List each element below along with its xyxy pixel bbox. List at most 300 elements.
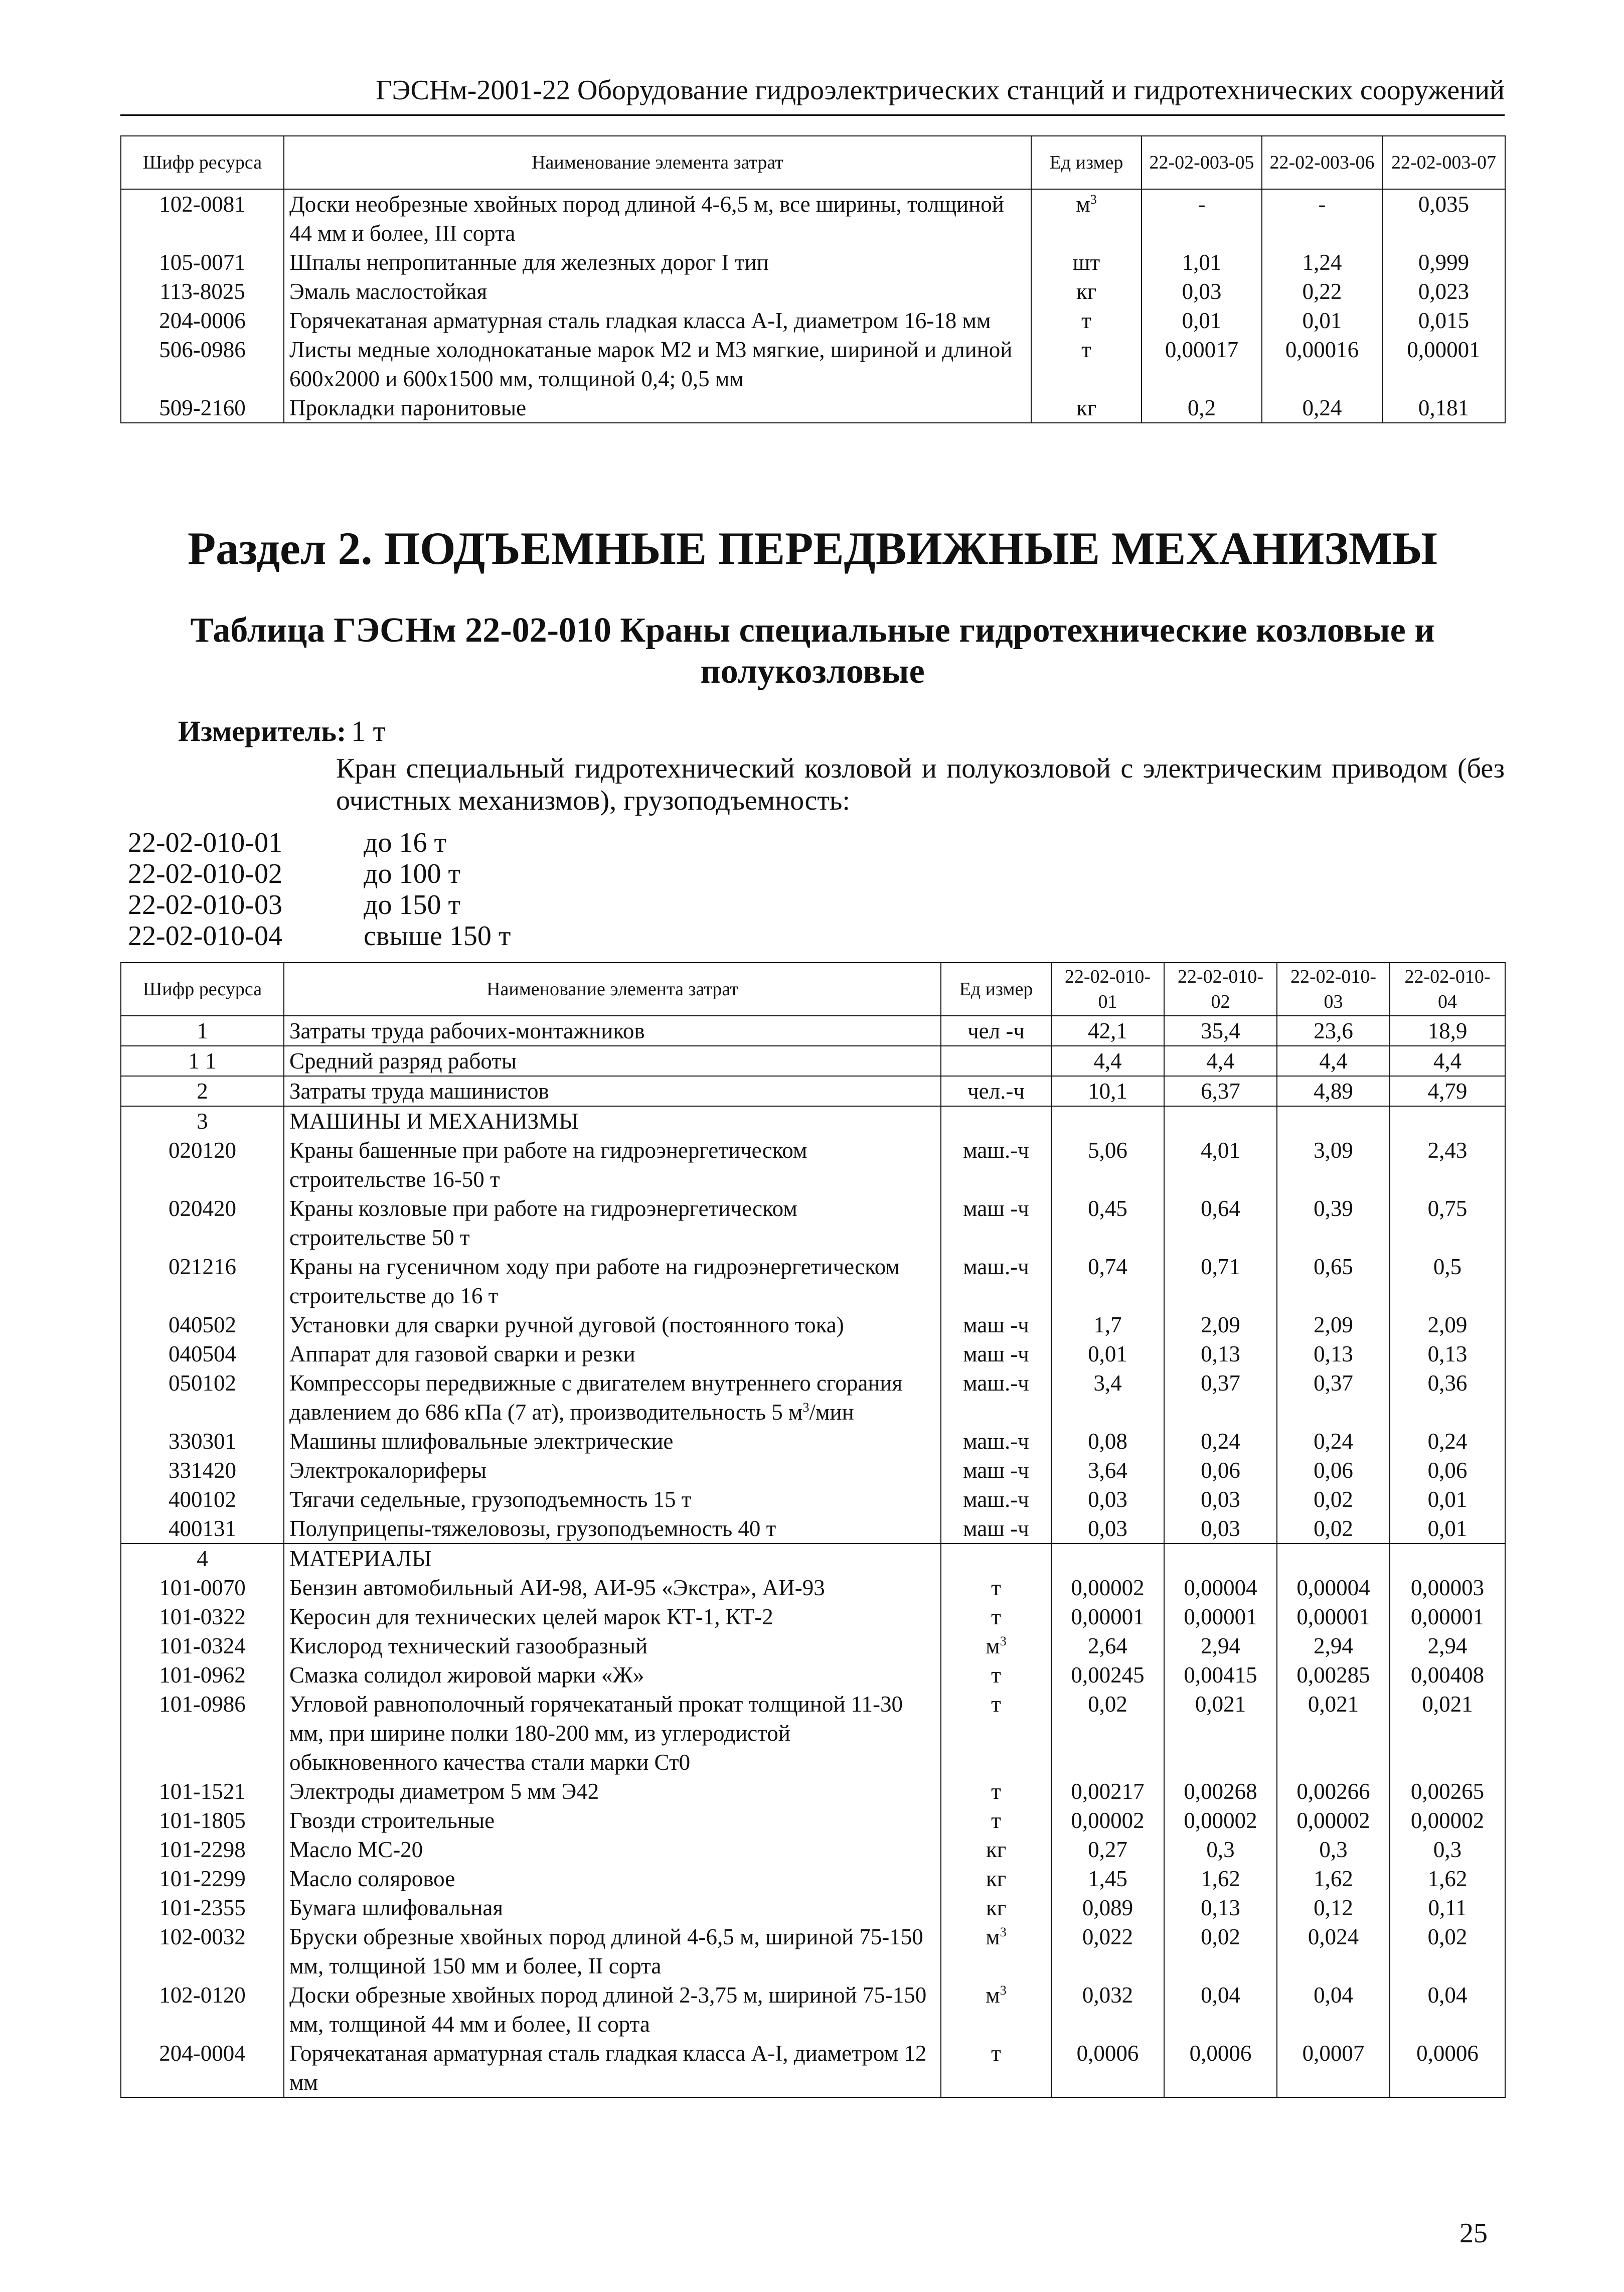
group-header-row bbox=[121, 1106, 1505, 1136]
table-row bbox=[121, 2039, 1505, 2097]
value-cell: 0,12 bbox=[1277, 1893, 1390, 1922]
value-cell: 10,1 bbox=[1051, 1076, 1164, 1106]
unit-cell: т bbox=[941, 1777, 1051, 1806]
value-cell: 0,00002 bbox=[1051, 1806, 1164, 1835]
unit-cell: чел -ч bbox=[941, 1016, 1051, 1046]
value-cell bbox=[1051, 1544, 1164, 1573]
value-cell: 0,06 bbox=[1277, 1456, 1390, 1485]
value-cell bbox=[1390, 1106, 1505, 1136]
unit-cell: кг bbox=[941, 1864, 1051, 1893]
variant-line bbox=[128, 858, 460, 890]
table-row bbox=[121, 393, 1505, 423]
header-rule bbox=[120, 114, 1505, 116]
value-cell: 1,62 bbox=[1164, 1864, 1277, 1893]
resource-name-cell: Тягачи седельные, грузоподъемность 15 т bbox=[284, 1485, 941, 1514]
value-cell: 0,01 bbox=[1390, 1485, 1505, 1514]
table-row bbox=[121, 1573, 1505, 1602]
value-cell: 0,00217 bbox=[1051, 1777, 1164, 1806]
resource-code-cell: 102-0032 bbox=[121, 1922, 284, 1980]
table-description: Кран специальный гидротехнический козловой и полукозловой с электрическим приводом (без очистных механизмов), грузоподъемность: bbox=[336, 753, 1505, 816]
resource-name-cell: Горячекатаная арматурная сталь гладкая класса А-I, диаметром 16-18 мм bbox=[284, 306, 1031, 335]
value-cell: 0,00266 bbox=[1277, 1777, 1390, 1806]
unit-cell: т bbox=[941, 1806, 1051, 1835]
value-cell: 0,00016 bbox=[1262, 335, 1382, 393]
value-cell: 0,089 bbox=[1051, 1893, 1164, 1922]
value-cell: 0,00017 bbox=[1142, 335, 1262, 393]
table-row bbox=[121, 1136, 1505, 1194]
value-cell: 0,71 bbox=[1164, 1252, 1277, 1310]
table-row bbox=[121, 1514, 1505, 1544]
unit-cell bbox=[941, 1631, 1051, 1660]
resource-name-cell: Керосин для технических целей марок КТ-1, КТ-2 bbox=[284, 1602, 941, 1631]
resource-table-22-02-003 bbox=[120, 135, 1506, 423]
unit-exponent: 3 bbox=[1000, 1983, 1007, 1998]
unit-cell: кг bbox=[941, 1893, 1051, 1922]
value-cell: 0,021 bbox=[1277, 1690, 1390, 1777]
resource-code-cell: 050102 bbox=[121, 1368, 284, 1427]
meter-label: Измеритель: bbox=[178, 715, 347, 747]
resource-code-cell: 101-0962 bbox=[121, 1660, 284, 1690]
value-cell: 0,00268 bbox=[1164, 1777, 1277, 1806]
value-cell: 0,02 bbox=[1277, 1485, 1390, 1514]
resource-code-cell: 4 bbox=[121, 1544, 284, 1573]
unit-cell bbox=[941, 1922, 1051, 1980]
table-row bbox=[121, 335, 1505, 393]
unit-cell: т bbox=[941, 1690, 1051, 1777]
resource-name-cell: Шпалы непропитанные для железных дорог I тип bbox=[284, 248, 1031, 277]
value-cell: 0,3 bbox=[1277, 1835, 1390, 1864]
value-cell: 0,021 bbox=[1164, 1690, 1277, 1777]
resource-name-cell: Аппарат для газовой сварки и резки bbox=[284, 1339, 941, 1368]
value-cell: 0,00408 bbox=[1390, 1660, 1505, 1690]
unit-exponent: 3 bbox=[802, 1400, 809, 1415]
unit-cell bbox=[1031, 335, 1142, 393]
value-cell: 0,999 bbox=[1382, 248, 1505, 277]
resource-name-cell: Гвозди строительные bbox=[284, 1806, 941, 1835]
resource-code-cell: 020120 bbox=[121, 1136, 284, 1194]
resource-code-cell: 101-0324 bbox=[121, 1631, 284, 1660]
value-cell: 0,00245 bbox=[1051, 1660, 1164, 1690]
resource-code-cell: 040504 bbox=[121, 1339, 284, 1368]
value-cell: 0,08 bbox=[1051, 1427, 1164, 1456]
value-cell: 0,04 bbox=[1164, 1980, 1277, 2039]
value-cell: 0,015 bbox=[1382, 306, 1505, 335]
resource-name-cell: Бруски обрезные хвойных пород длиной 4-6,5 м, шириной 75-150 мм, толщиной 150 мм и более, II сорта bbox=[284, 1922, 941, 1980]
column-header-variant: 22-02-010-01 bbox=[1051, 963, 1164, 1016]
value-cell bbox=[1277, 1544, 1390, 1573]
table-row bbox=[121, 1368, 1505, 1427]
group-header-row bbox=[121, 1544, 1505, 1573]
resource-name-cell: Электрокалориферы bbox=[284, 1456, 941, 1485]
value-cell: 0,02 bbox=[1164, 1922, 1277, 1980]
unit-cell bbox=[1031, 393, 1142, 423]
resource-code-cell: 204-0006 bbox=[121, 306, 284, 335]
table-row bbox=[121, 1427, 1505, 1456]
unit-cell bbox=[1031, 189, 1142, 248]
table-row bbox=[121, 1076, 1505, 1106]
table-row bbox=[121, 1777, 1505, 1806]
value-cell: 4,4 bbox=[1277, 1046, 1390, 1076]
resource-code-cell: 101-1805 bbox=[121, 1806, 284, 1835]
table-row bbox=[121, 1194, 1505, 1252]
table-row bbox=[121, 1631, 1505, 1660]
resource-code-cell: 105-0071 bbox=[121, 248, 284, 277]
value-cell: 2,94 bbox=[1164, 1631, 1277, 1660]
unit-cell: маш -ч bbox=[941, 1194, 1051, 1252]
value-cell: 0,032 bbox=[1051, 1980, 1164, 2039]
value-cell: 0,00001 bbox=[1390, 1602, 1505, 1631]
value-cell: 4,4 bbox=[1051, 1046, 1164, 1076]
column-header-variant: 22-02-010-03 bbox=[1277, 963, 1390, 1016]
value-cell: 0,181 bbox=[1382, 393, 1505, 423]
unit-exponent: 3 bbox=[1090, 192, 1097, 207]
value-cell: 0,00415 bbox=[1164, 1660, 1277, 1690]
resource-name-cell: Затраты труда машинистов bbox=[284, 1076, 941, 1106]
unit-cell bbox=[1031, 306, 1142, 335]
unit-cell bbox=[941, 1544, 1051, 1573]
table-row bbox=[121, 189, 1505, 248]
resource-name-cell: Установки для сварки ручной дуговой (постоянного тока) bbox=[284, 1310, 941, 1339]
unit-cell: маш.-ч bbox=[941, 1427, 1051, 1456]
table-row bbox=[121, 1893, 1505, 1922]
variant-code: 22-02-010-03 bbox=[128, 889, 282, 921]
column-header-name: Наименование элемента затрат bbox=[284, 136, 1031, 189]
table-row bbox=[121, 1980, 1505, 2039]
resource-name-text: /мин bbox=[809, 1400, 854, 1425]
value-cell: 0,00002 bbox=[1164, 1806, 1277, 1835]
resource-name-cell: Машины шлифовальные электрические bbox=[284, 1427, 941, 1456]
value-cell: 0,03 bbox=[1051, 1485, 1164, 1514]
value-cell: 4,89 bbox=[1277, 1076, 1390, 1106]
value-cell: 42,1 bbox=[1051, 1016, 1164, 1046]
resource-name-cell: МАШИНЫ И МЕХАНИЗМЫ bbox=[284, 1106, 941, 1136]
value-cell: 0,65 bbox=[1277, 1252, 1390, 1310]
resource-code-cell: 204-0004 bbox=[121, 2039, 284, 2097]
resource-name-cell: МАТЕРИАЛЫ bbox=[284, 1544, 941, 1573]
variant-line bbox=[128, 889, 460, 921]
value-cell: 3,64 bbox=[1051, 1456, 1164, 1485]
value-cell: 1,24 bbox=[1262, 248, 1382, 277]
value-cell: 2,43 bbox=[1390, 1136, 1505, 1194]
unit-text: кг bbox=[1076, 395, 1097, 420]
value-cell: 0,01 bbox=[1262, 306, 1382, 335]
unit-cell bbox=[941, 1046, 1051, 1076]
unit-cell: маш -ч bbox=[941, 1514, 1051, 1544]
resource-name-cell: Бумага шлифовальная bbox=[284, 1893, 941, 1922]
table-row bbox=[121, 248, 1505, 277]
resource-table-22-02-010 bbox=[120, 962, 1506, 2098]
column-header-variant: 22-02-003-06 bbox=[1262, 136, 1382, 189]
unit-cell bbox=[941, 1106, 1051, 1136]
value-cell: 0,00265 bbox=[1390, 1777, 1505, 1806]
value-cell: 0,36 bbox=[1390, 1368, 1505, 1427]
resource-name-cell: Кислород технический газообразный bbox=[284, 1631, 941, 1660]
value-cell: 0,39 bbox=[1277, 1194, 1390, 1252]
resource-name-cell: Доски обрезные хвойных пород длиной 2-3,75 м, шириной 75-150 мм, толщиной 44 мм и более, II сорта bbox=[284, 1980, 941, 2039]
resource-code-cell: 509-2160 bbox=[121, 393, 284, 423]
value-cell: 0,13 bbox=[1277, 1339, 1390, 1368]
value-cell: 0,24 bbox=[1277, 1427, 1390, 1456]
value-cell: 0,01 bbox=[1051, 1339, 1164, 1368]
value-cell bbox=[1164, 1106, 1277, 1136]
value-cell: - bbox=[1142, 189, 1262, 248]
value-cell: 0,02 bbox=[1277, 1514, 1390, 1544]
column-header-variant: 22-02-010-02 bbox=[1164, 963, 1277, 1016]
unit-text: м bbox=[986, 1924, 1000, 1949]
value-cell: 23,6 bbox=[1277, 1016, 1390, 1046]
value-cell bbox=[1051, 1106, 1164, 1136]
value-cell: 0,00001 bbox=[1382, 335, 1505, 393]
unit-cell: т bbox=[941, 2039, 1051, 2097]
column-header-variant: 22-02-010-04 bbox=[1390, 963, 1505, 1016]
value-cell: 2,94 bbox=[1277, 1631, 1390, 1660]
resource-name-cell bbox=[284, 1368, 941, 1427]
resource-code-cell: 2 bbox=[121, 1076, 284, 1106]
value-cell: 0,04 bbox=[1277, 1980, 1390, 2039]
resource-code-cell: 400102 bbox=[121, 1485, 284, 1514]
resource-code-cell: 3 bbox=[121, 1106, 284, 1136]
resource-code-cell: 331420 bbox=[121, 1456, 284, 1485]
value-cell: 3,09 bbox=[1277, 1136, 1390, 1194]
variant-text: до 100 т bbox=[364, 858, 460, 889]
column-header-name: Наименование элемента затрат bbox=[284, 963, 941, 1016]
table-row bbox=[121, 1016, 1505, 1046]
resource-code-cell: 101-0986 bbox=[121, 1690, 284, 1777]
resource-name-cell: Краны козловые при работе на гидроэнергетическом строительстве 50 т bbox=[284, 1194, 941, 1252]
value-cell: 0,64 bbox=[1164, 1194, 1277, 1252]
value-cell: 0,00002 bbox=[1390, 1806, 1505, 1835]
value-cell: 0,37 bbox=[1164, 1368, 1277, 1427]
value-cell: 4,01 bbox=[1164, 1136, 1277, 1194]
value-cell: 0,27 bbox=[1051, 1835, 1164, 1864]
value-cell: 0,5 bbox=[1390, 1252, 1505, 1310]
unit-cell: маш -ч bbox=[941, 1310, 1051, 1339]
unit-cell: маш -ч bbox=[941, 1456, 1051, 1485]
value-cell: 0,035 bbox=[1382, 189, 1505, 248]
value-cell: 0,00001 bbox=[1051, 1602, 1164, 1631]
value-cell: 0,24 bbox=[1262, 393, 1382, 423]
value-cell: 18,9 bbox=[1390, 1016, 1505, 1046]
value-cell: 0,00285 bbox=[1277, 1660, 1390, 1690]
value-cell: 5,06 bbox=[1051, 1136, 1164, 1194]
resource-name-cell: Электроды диаметром 5 мм Э42 bbox=[284, 1777, 941, 1806]
value-cell: 0,03 bbox=[1164, 1485, 1277, 1514]
value-cell: 35,4 bbox=[1164, 1016, 1277, 1046]
value-cell: 0,0006 bbox=[1051, 2039, 1164, 2097]
table-row bbox=[121, 1835, 1505, 1864]
value-cell: 0,00002 bbox=[1277, 1806, 1390, 1835]
resource-name-cell: Доски необрезные хвойных пород длиной 4-6,5 м, все ширины, толщиной 44 мм и более, III сорта bbox=[284, 189, 1031, 248]
value-cell: 0,3 bbox=[1390, 1835, 1505, 1864]
unit-cell bbox=[1031, 248, 1142, 277]
meter-value: 1 т bbox=[351, 715, 386, 747]
value-cell: 0,00001 bbox=[1164, 1602, 1277, 1631]
unit-cell: маш -ч bbox=[941, 1339, 1051, 1368]
value-cell: 1,7 bbox=[1051, 1310, 1164, 1339]
value-cell: 0,02 bbox=[1390, 1922, 1505, 1980]
variant-code: 22-02-010-02 bbox=[128, 858, 282, 889]
resource-code-cell: 021216 bbox=[121, 1252, 284, 1310]
value-cell: 4,79 bbox=[1390, 1076, 1505, 1106]
table-row bbox=[121, 1339, 1505, 1368]
unit-cell: кг bbox=[941, 1835, 1051, 1864]
variant-code: 22-02-010-01 bbox=[128, 827, 282, 858]
value-cell: 0,024 bbox=[1277, 1922, 1390, 1980]
variant-line bbox=[128, 920, 511, 952]
resource-code-cell: 506-0986 bbox=[121, 335, 284, 393]
value-cell: 0,22 bbox=[1262, 277, 1382, 306]
table-row bbox=[121, 1252, 1505, 1310]
column-header-variant: 22-02-003-07 bbox=[1382, 136, 1505, 189]
resource-name-cell: Масло соляровое bbox=[284, 1864, 941, 1893]
table-row bbox=[121, 1456, 1505, 1485]
column-header-variant: 22-02-003-05 bbox=[1142, 136, 1262, 189]
value-cell: 2,94 bbox=[1390, 1631, 1505, 1660]
column-header-code: Шифр ресурса bbox=[121, 963, 284, 1016]
resource-code-cell: 400131 bbox=[121, 1514, 284, 1544]
table-row bbox=[121, 277, 1505, 306]
value-cell: 0,06 bbox=[1390, 1456, 1505, 1485]
value-cell: 2,64 bbox=[1051, 1631, 1164, 1660]
value-cell: 0,04 bbox=[1390, 1980, 1505, 2039]
unit-text: кг bbox=[1076, 279, 1097, 304]
unit-text: шт bbox=[1072, 250, 1100, 275]
resource-code-cell: 020420 bbox=[121, 1194, 284, 1252]
section-title: Раздел 2. ПОДЪЕМНЫЕ ПЕРЕДВИЖНЫЕ МЕХАНИЗМЫ bbox=[187, 523, 1438, 574]
unit-text: м bbox=[1076, 192, 1090, 217]
value-cell: 0,11 bbox=[1390, 1893, 1505, 1922]
value-cell: 0,01 bbox=[1390, 1514, 1505, 1544]
resource-name-cell: Полуприцепы-тяжеловозы, грузоподъемность 40 т bbox=[284, 1514, 941, 1544]
resource-code-cell: 330301 bbox=[121, 1427, 284, 1456]
value-cell: 3,4 bbox=[1051, 1368, 1164, 1427]
unit-text: м bbox=[986, 1982, 1000, 2008]
value-cell bbox=[1390, 1544, 1505, 1573]
resource-code-cell: 101-2299 bbox=[121, 1864, 284, 1893]
resource-name-cell: Угловой равнополочный горячекатаный прокат толщиной 11-30 мм, при ширине полки 180-200 мм, из углеродистой обыкновенного качества стали марки Ст0 bbox=[284, 1690, 941, 1777]
value-cell: 0,02 bbox=[1051, 1690, 1164, 1777]
value-cell: 0,00003 bbox=[1390, 1573, 1505, 1602]
resource-name-cell: Смазка солидол жировой марки «Ж» bbox=[284, 1660, 941, 1690]
value-cell: 0,03 bbox=[1142, 277, 1262, 306]
unit-exponent: 3 bbox=[1000, 1634, 1007, 1648]
value-cell bbox=[1164, 1544, 1277, 1573]
unit-cell: маш.-ч bbox=[941, 1368, 1051, 1427]
value-cell: 1,62 bbox=[1277, 1864, 1390, 1893]
resource-code-cell: 101-2298 bbox=[121, 1835, 284, 1864]
page-header: ГЭСНм-2001-22 Оборудование гидроэлектрических станций и гидротехнических сооружений bbox=[376, 75, 1505, 106]
unit-cell: т bbox=[941, 1660, 1051, 1690]
unit-cell: т bbox=[941, 1573, 1051, 1602]
value-cell: 0,3 bbox=[1164, 1835, 1277, 1864]
resource-code-cell: 101-0070 bbox=[121, 1573, 284, 1602]
value-cell: 4,4 bbox=[1164, 1046, 1277, 1076]
value-cell: 0,0006 bbox=[1390, 2039, 1505, 2097]
value-cell: 2,09 bbox=[1390, 1310, 1505, 1339]
unit-cell: т bbox=[941, 1602, 1051, 1631]
unit-cell bbox=[1031, 277, 1142, 306]
value-cell: 0,023 bbox=[1382, 277, 1505, 306]
resource-name-cell: Затраты труда рабочих-монтажников bbox=[284, 1016, 941, 1046]
resource-name-cell: Прокладки паронитовые bbox=[284, 393, 1031, 423]
unit-text: т bbox=[1081, 337, 1091, 362]
table-row bbox=[121, 1922, 1505, 1980]
value-cell: 0,021 bbox=[1390, 1690, 1505, 1777]
table-row bbox=[121, 1806, 1505, 1835]
value-cell: 6,37 bbox=[1164, 1076, 1277, 1106]
resource-code-cell: 1 bbox=[121, 1016, 284, 1046]
value-cell: 0,13 bbox=[1164, 1893, 1277, 1922]
resource-name-cell: Средний разряд работы bbox=[284, 1046, 941, 1076]
table-row bbox=[121, 1660, 1505, 1690]
resource-code-cell: 040502 bbox=[121, 1310, 284, 1339]
variant-line bbox=[128, 827, 446, 859]
value-cell: 2,09 bbox=[1277, 1310, 1390, 1339]
value-cell: 0,24 bbox=[1164, 1427, 1277, 1456]
resource-code-cell: 1 1 bbox=[121, 1046, 284, 1076]
unit-cell bbox=[941, 1980, 1051, 2039]
value-cell: 1,45 bbox=[1051, 1864, 1164, 1893]
unit-text: т bbox=[1081, 308, 1091, 333]
unit-text: м bbox=[986, 1633, 1000, 1658]
value-cell: 0,06 bbox=[1164, 1456, 1277, 1485]
resource-name-text: Компрессоры передвижные с двигателем внутреннего сгорания давлением до 686 кПа (7 ат), производительность 5 м bbox=[289, 1370, 903, 1425]
value-cell: 0,2 bbox=[1142, 393, 1262, 423]
variant-text: до 150 т bbox=[364, 889, 460, 921]
unit-exponent: 3 bbox=[1000, 1925, 1007, 1939]
value-cell: - bbox=[1262, 189, 1382, 248]
value-cell: 0,37 bbox=[1277, 1368, 1390, 1427]
table-row bbox=[121, 1046, 1505, 1076]
unit-cell: маш.-ч bbox=[941, 1252, 1051, 1310]
resource-code-cell: 101-1521 bbox=[121, 1777, 284, 1806]
resource-name-cell: Горячекатаная арматурная сталь гладкая класса А-I, диаметром 12 мм bbox=[284, 2039, 941, 2097]
variant-text: свыше 150 т bbox=[364, 921, 511, 952]
resource-name-cell: Масло МС-20 bbox=[284, 1835, 941, 1864]
table-row bbox=[121, 1485, 1505, 1514]
value-cell: 0,00002 bbox=[1051, 1573, 1164, 1602]
resource-name-cell: Эмаль маслостойкая bbox=[284, 277, 1031, 306]
value-cell: 1,01 bbox=[1142, 248, 1262, 277]
value-cell: 2,09 bbox=[1164, 1310, 1277, 1339]
table-title: Таблица ГЭСНм 22-02-010 Краны специальные гидротехнические козловые и полукозловые bbox=[190, 611, 1435, 691]
unit-cell: маш.-ч bbox=[941, 1485, 1051, 1514]
value-cell: 0,00004 bbox=[1164, 1573, 1277, 1602]
variant-code: 22-02-010-04 bbox=[128, 921, 282, 952]
unit-cell: чел.-ч bbox=[941, 1076, 1051, 1106]
value-cell: 0,00004 bbox=[1277, 1573, 1390, 1602]
table-row bbox=[121, 306, 1505, 335]
value-cell: 4,4 bbox=[1390, 1046, 1505, 1076]
resource-code-cell: 102-0120 bbox=[121, 1980, 284, 2039]
variant-text: до 16 т bbox=[364, 827, 446, 858]
value-cell: 0,0006 bbox=[1164, 2039, 1277, 2097]
unit-cell: маш.-ч bbox=[941, 1136, 1051, 1194]
value-cell: 0,13 bbox=[1390, 1339, 1505, 1368]
resource-code-cell: 101-2355 bbox=[121, 1893, 284, 1922]
column-header-unit: Ед измер bbox=[1031, 136, 1142, 189]
value-cell: 0,03 bbox=[1051, 1514, 1164, 1544]
value-cell: 0,24 bbox=[1390, 1427, 1505, 1456]
resource-name-cell: Бензин автомобильный АИ-98, АИ-95 «Экстра», АИ-93 bbox=[284, 1573, 941, 1602]
table-row bbox=[121, 1864, 1505, 1893]
value-cell bbox=[1277, 1106, 1390, 1136]
resource-code-cell: 102-0081 bbox=[121, 189, 284, 248]
value-cell: 0,022 bbox=[1051, 1922, 1164, 1980]
table-row bbox=[121, 1690, 1505, 1777]
resource-name-cell: Листы медные холоднокатаные марок М2 и М3 мягкие, шириной и длиной 600х2000 и 600х1500 мм, толщиной 0,4; 0,5 мм bbox=[284, 335, 1031, 393]
value-cell: 0,0007 bbox=[1277, 2039, 1390, 2097]
